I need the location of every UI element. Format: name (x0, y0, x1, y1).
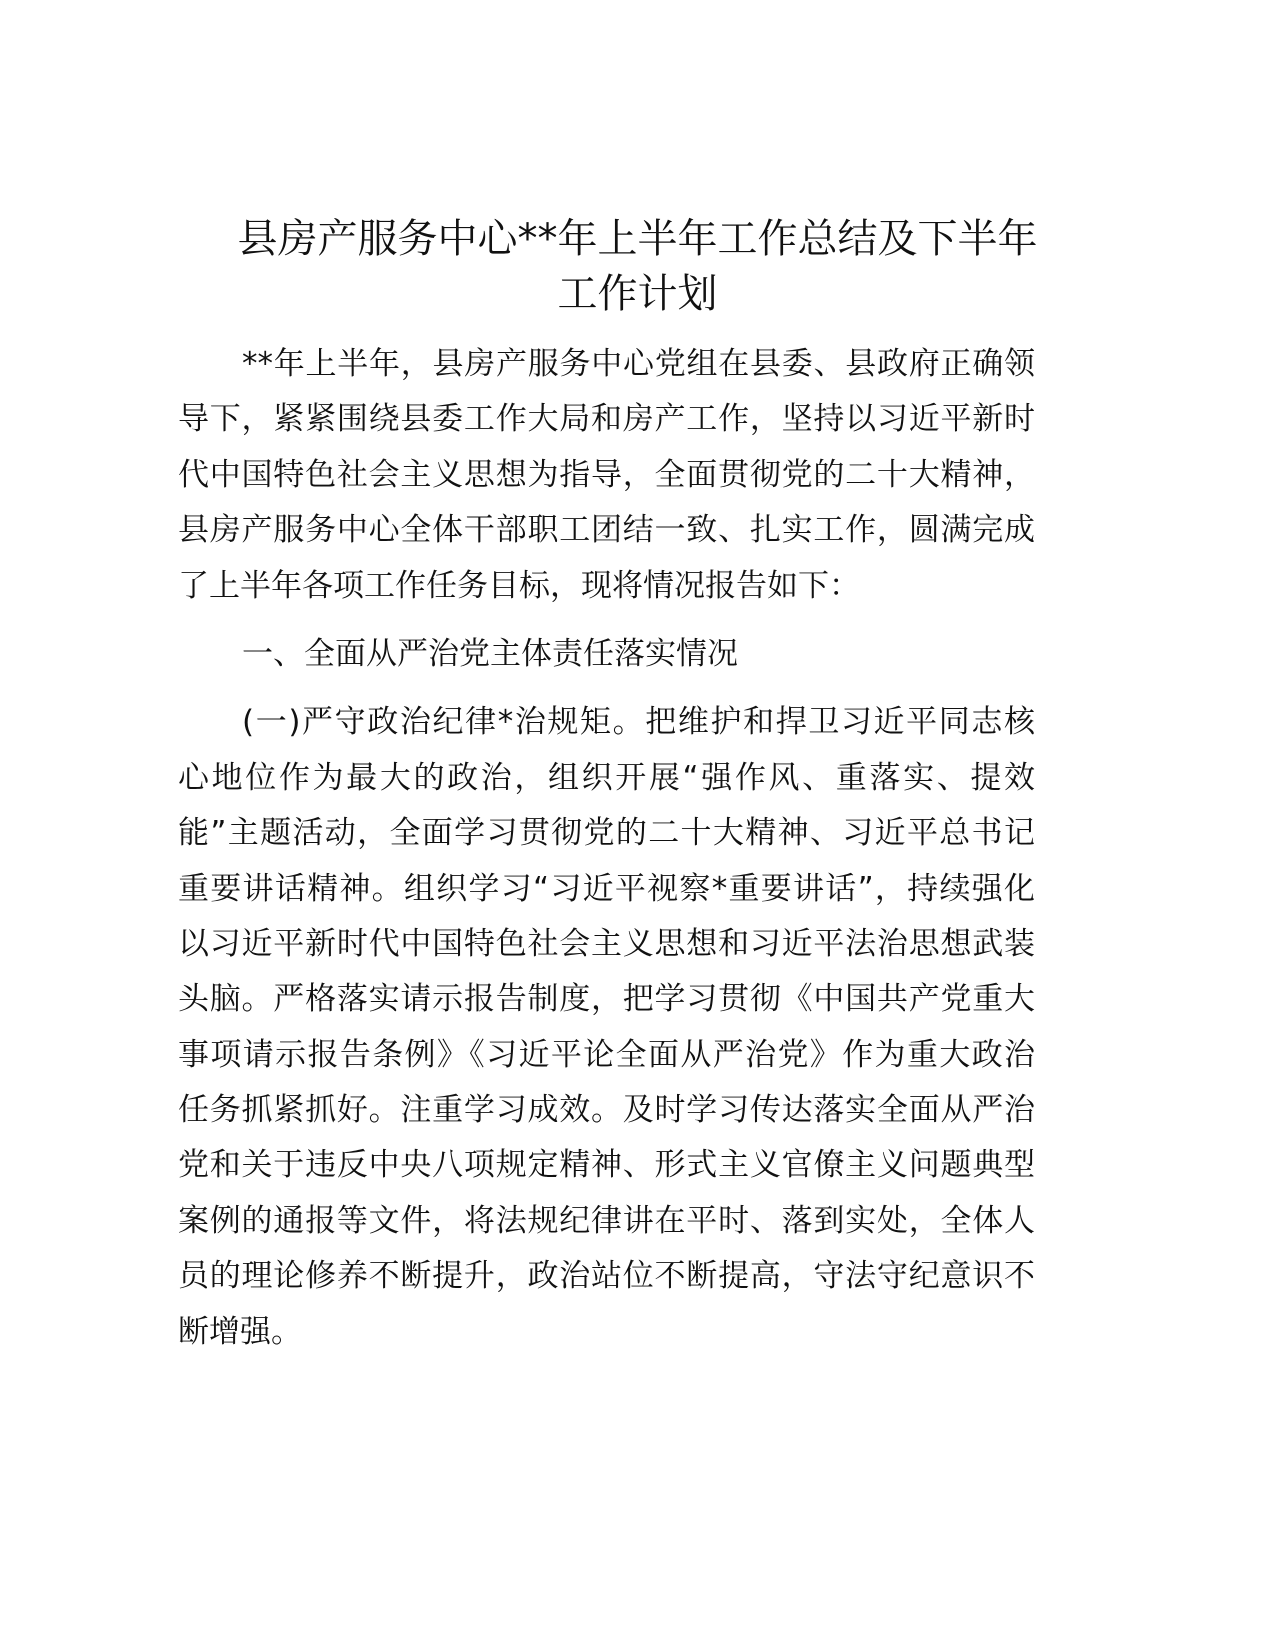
title-line-1: 县房产服务中心**年上半年工作总结及下半年 (237, 216, 1038, 262)
text-line: 心地位作为最大的政治，组织开展“强作风、重落实、提效 (178, 759, 1035, 796)
text-line: 代中国特色社会主义思想为指导，全面贯彻党的二十大精神， (178, 456, 1035, 493)
paragraph (178, 337, 1035, 614)
paragraph (178, 695, 1035, 1360)
text-line: (一)严守政治纪律*治规矩。把维护和捍卫习近平同志核 (242, 704, 1035, 741)
text-line: 能”主题活动，全面学习贯彻党的二十大精神、习近平总书记 (178, 815, 1035, 852)
document-body (178, 337, 1035, 1373)
text-line: 头脑。严格落实请示报告制度，把学习贯彻《中国共产党重大 (178, 981, 1035, 1018)
text-line: 了上半年各项工作任务目标，现将情况报告如下： (178, 567, 860, 604)
section-heading (178, 627, 1035, 682)
text-line: 断增强。 (178, 1313, 302, 1350)
text-line: 重要讲话精神。组织学习“习近平视察*重要讲话”，持续强化 (178, 870, 1035, 907)
title-line-2: 工作计划 (557, 271, 718, 317)
text-line: 任务抓紧抓好。注重学习成效。及时学习传达落实全面从严治 (178, 1092, 1035, 1129)
text-line: 党和关于违反中央八项规定精神、形式主义官僚主义问题典型 (178, 1147, 1035, 1184)
text-line: 县房产服务中心全体干部职工团结一致、扎实工作，圆满完成 (178, 512, 1035, 549)
text-line: 事项请示报告条例》《习近平论全面从严治党》作为重大政治 (178, 1036, 1035, 1073)
text-line: 员的理论修养不断提升，政治站位不断提高，守法守纪意识不 (178, 1258, 1035, 1295)
text-line: 案例的通报等文件，将法规纪律讲在平时、落到实处，全体人 (178, 1202, 1035, 1239)
text-line: 一、全面从严治党主体责任落实情况 (242, 635, 738, 672)
document-title (150, 212, 1125, 322)
text-line: 导下，紧紧围绕县委工作大局和房产工作，坚持以习近平新时 (178, 401, 1035, 438)
text-line: **年上半年，县房产服务中心党组在县委、县政府正确领 (242, 346, 1035, 382)
text-line: 以习近平新时代中国特色社会主义思想和习近平法治思想武装 (178, 925, 1035, 962)
